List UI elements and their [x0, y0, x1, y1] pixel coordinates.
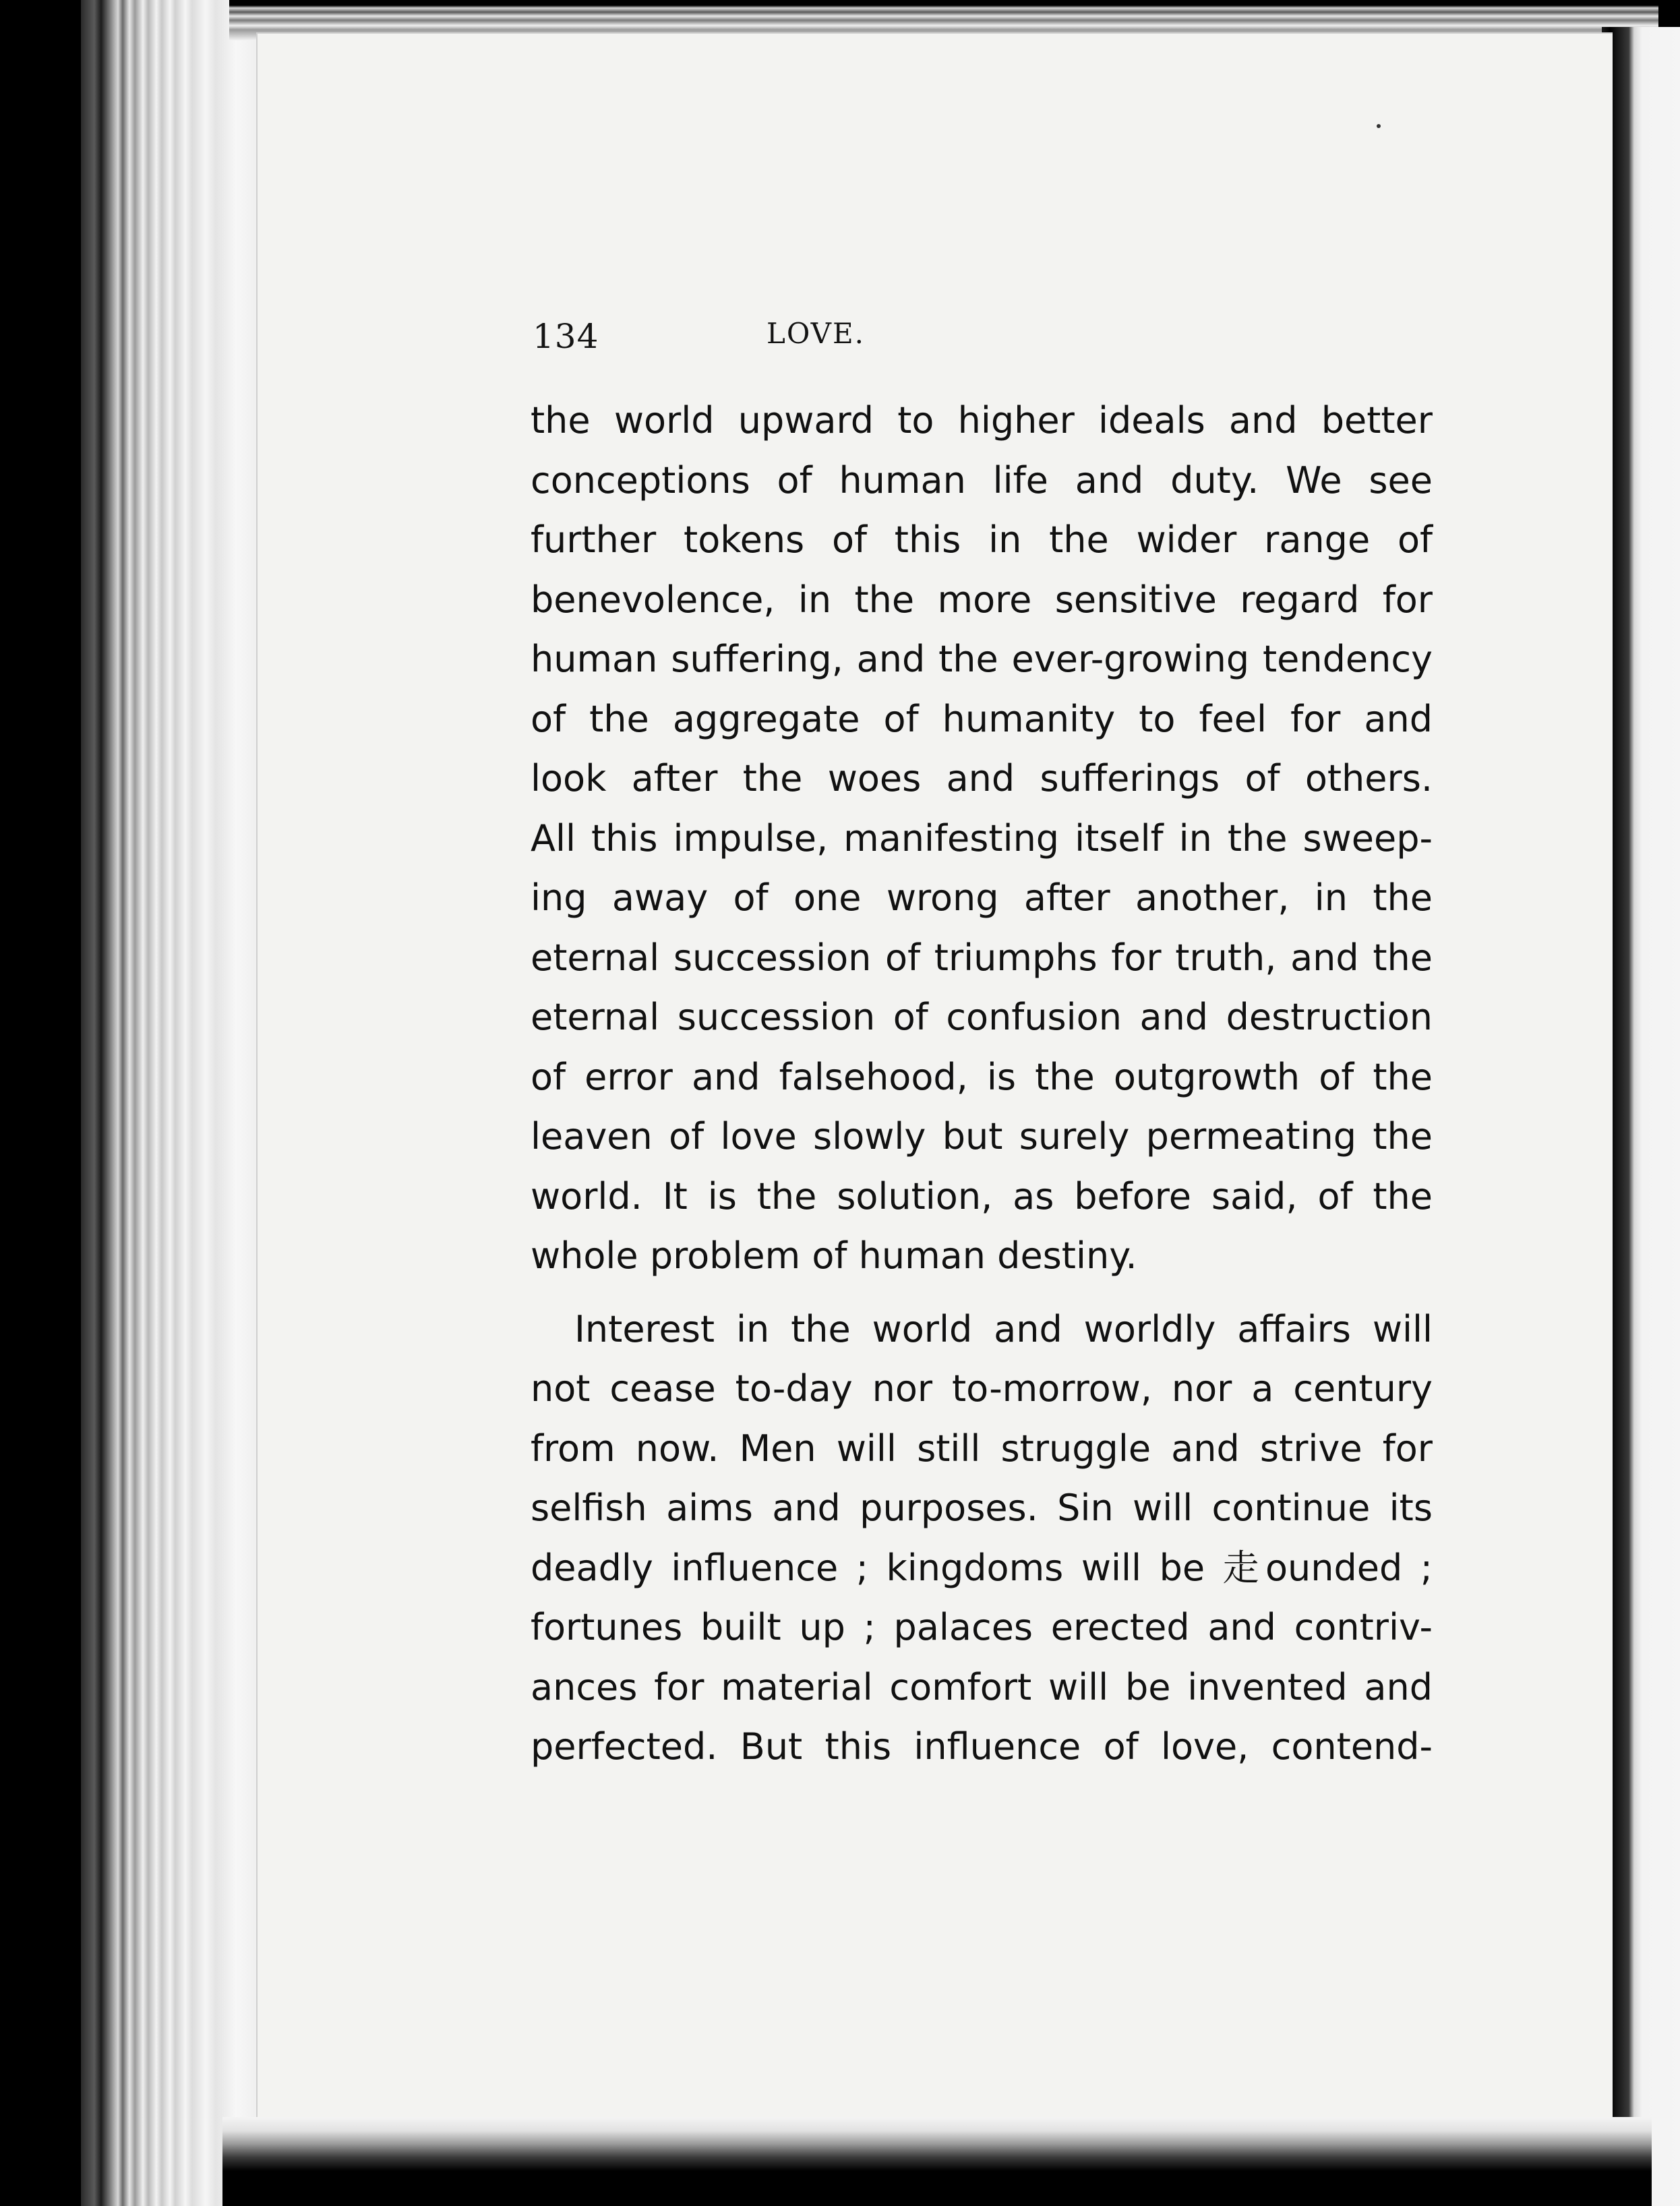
text-line: whole problem of human destiny. — [531, 1234, 1137, 1277]
text-line: Interest in the world and worldly affairs will — [574, 1307, 1433, 1350]
stacked-page-edges-bottom — [222, 2117, 1652, 2206]
text-line: fortunes built up ; palaces erected and contriv- — [531, 1606, 1433, 1648]
text-line: conceptions of human life and duty. We see — [531, 458, 1433, 502]
text-line: deadly influence ; kingdoms will be ⾛ounded ; — [531, 1546, 1433, 1589]
text-line: leaven of love slowly but surely permeating the — [531, 1115, 1433, 1158]
body-text — [531, 391, 1433, 1777]
text-line: further tokens of this in the wider range of — [531, 518, 1433, 561]
text-line: perfected. But this influence of love, contend- — [531, 1725, 1433, 1768]
facing-page-edge — [1602, 27, 1680, 2206]
running-head — [533, 317, 1099, 371]
page-number: 134 — [533, 317, 599, 356]
text-line: ing away of one wrong after another, in the — [531, 876, 1433, 919]
text-line: world. It is the solution, as before said, of the — [531, 1174, 1433, 1218]
stacked-page-edges-left — [81, 0, 263, 2206]
text-line: the world upward to higher ideals and better — [531, 399, 1433, 442]
text-line: ances for material comfort will be invented and — [531, 1665, 1433, 1708]
text-line: human suffering, and the ever-growing tendency — [531, 638, 1433, 680]
text-line: of the aggregate of humanity to feel for and — [531, 697, 1433, 740]
paper-speck — [1377, 124, 1381, 128]
text-line: look after the woes and sufferings of others. — [531, 757, 1433, 800]
text-line: All this impulse, manifesting itself in the sweep- — [531, 816, 1433, 860]
text-line: benevolence, in the more sensitive regard for — [531, 578, 1433, 621]
paragraph — [531, 1300, 1433, 1777]
text-line: of error and falsehood, is the outgrowth of the — [531, 1055, 1433, 1098]
text-line: from now. Men will still struggle and strive for — [531, 1427, 1433, 1470]
running-title: LOVE. — [767, 317, 865, 350]
paragraph — [531, 391, 1433, 1286]
text-line: selfish aims and purposes. Sin will continue its — [531, 1487, 1433, 1529]
text-line: eternal succession of confusion and destruction — [531, 996, 1433, 1038]
text-line: eternal succession of triumphs for truth, and the — [531, 936, 1433, 979]
text-line: not cease to-day nor to-morrow, nor a century — [531, 1367, 1433, 1410]
paragraph-gap — [531, 1286, 1433, 1300]
